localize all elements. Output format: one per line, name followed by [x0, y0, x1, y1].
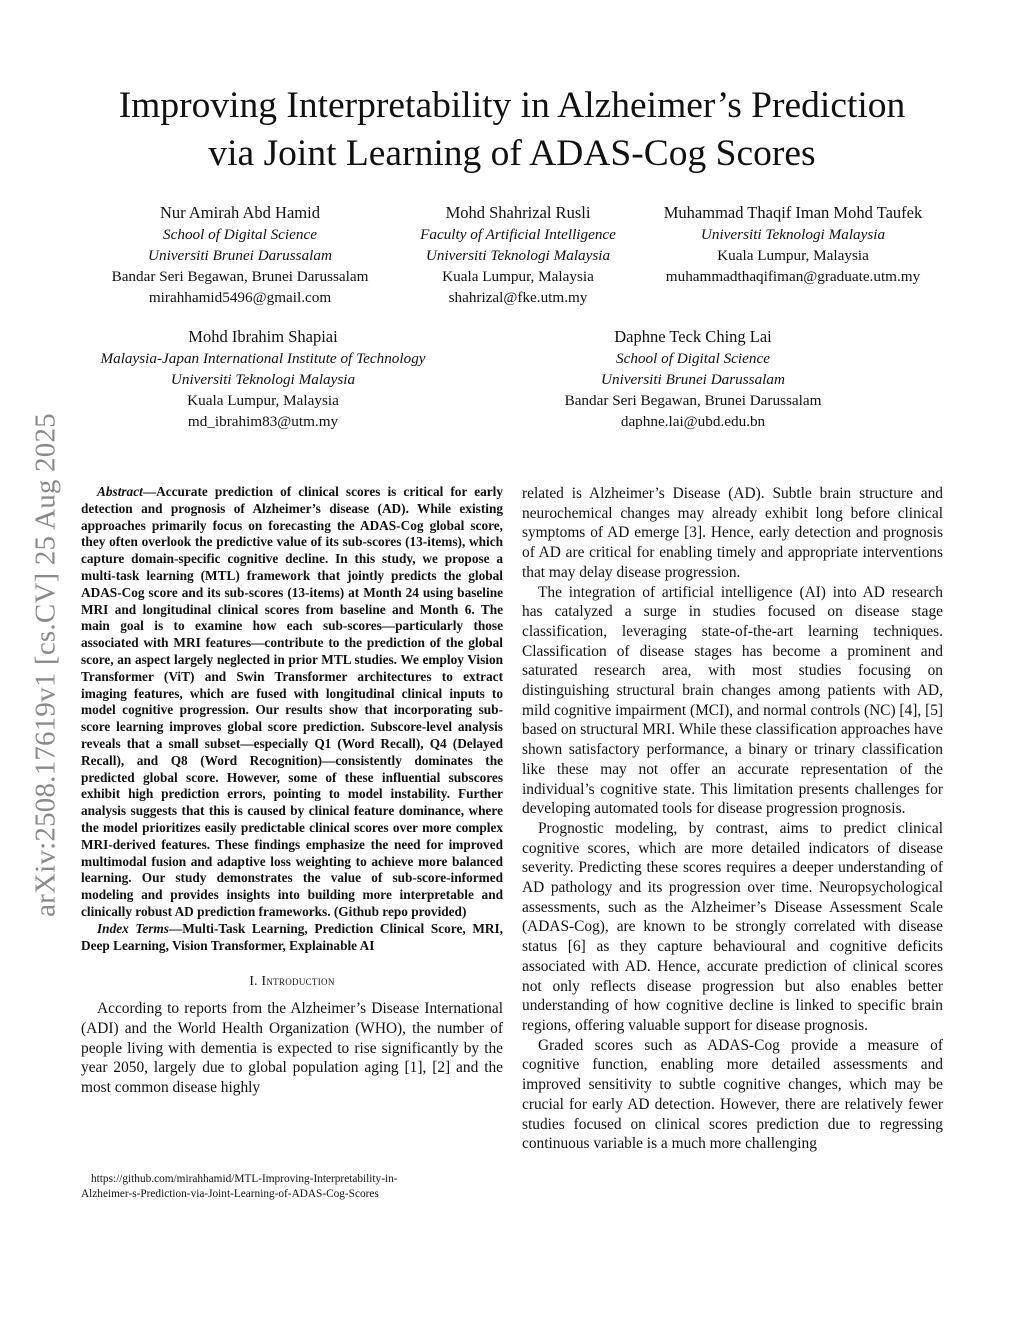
- body-paragraph: Prognostic modeling, by contrast, aims to predict clinical cognitive scores, which are more detailed indicators of disease severity. Predicting these scores requires a deeper understanding of AD pathology and its progression over time. Neuropsychological assessments, such as the Alzheimer’s Disease Assessment Scale (ADAS-Cog), are known to be strongly correlated with disease status [6] as they capture behavioural and cognitive deficits associated with AD. Hence, accurate prediction of clinical scores not only reflects disease progression but also enables better understanding of how cognitive decline is linked to specific brain regions, offering valuable support for disease prognosis.: [522, 819, 943, 1034]
- author-city: Bandar Seri Begawan, Brunei Darussalam: [111, 268, 369, 285]
- author-block: [383, 202, 653, 308]
- abstract-lead: Abstract: [97, 484, 143, 499]
- intro-paragraph: According to reports from the Alzheimer’s Disease International (ADI) and the World Health Organization (WHO), the number of people living with dementia is expected to rise significantly by the year 2050, largely due to global population aging [1], [2] and the most common disease highly: [81, 1000, 503, 1097]
- section-heading: [81, 973, 503, 989]
- author-dept: Faculty of Artificial Intelligence: [420, 226, 616, 243]
- index-terms: [81, 921, 503, 955]
- index-terms-text: —Multi-Task Learning, Prediction Clinical Score, MRI, Deep Learning, Vision Transformer, Explainable AI: [81, 920, 503, 953]
- paper-title: [60, 82, 964, 178]
- title-line-2: via Joint Learning of ADAS-Cog Scores: [208, 133, 816, 174]
- author-email[interactable]: daphne.lai@ubd.edu.bn: [620, 413, 766, 430]
- section-title: Introduction: [261, 973, 335, 989]
- title-line-1: Improving Interpretability in Alzheimer’s Prediction: [118, 85, 906, 126]
- body-paragraph: Graded scores such as ADAS-Cog provide a measure of cognitive function, enabling more detailed assessments and improved sensitivity to subtle cognitive changes, which may be crucial for early AD detection. However, there are relatively fewer studies focused on clinical scores prediction due to regressing continuous variable is a much more challenging: [522, 1036, 943, 1153]
- arxiv-side-identifier: [26, 365, 66, 965]
- author-city: Kuala Lumpur, Malaysia: [187, 392, 339, 409]
- footnote-line-2[interactable]: Alzheimer-s-Prediction-via-Joint-Learning-of-ADAS-Cog-Scores: [81, 1187, 379, 1200]
- author-name: Daphne Teck Ching Lai: [614, 327, 772, 346]
- index-terms-lead: Index Terms: [97, 920, 169, 936]
- author-org: Universiti Brunei Darussalam: [148, 247, 332, 264]
- author-dept: Malaysia-Japan International Institute of Technology: [100, 350, 426, 367]
- left-column: [81, 484, 503, 1098]
- right-column: [522, 484, 943, 1154]
- abstract: [81, 484, 503, 921]
- author-name: Muhammad Thaqif Iman Mohd Taufek: [663, 203, 923, 222]
- author-org: Universiti Teknologi Malaysia: [425, 247, 611, 264]
- author-email[interactable]: md_ibrahim83@utm.my: [187, 413, 339, 430]
- author-city: Kuala Lumpur, Malaysia: [442, 268, 594, 285]
- section-number: I.: [249, 973, 258, 989]
- body-paragraph: The integration of artificial intelligence (AI) into AD research has catalyzed a surge in studies focused on disease stage classification, leveraging state-of-the-art learning techniques. Classification of disease stages has become a prominent and saturated research area, with most studies focusing on distinguishing structural brain changes among patients with AD, mild cognitive impairment (MCI), and normal controls (NC) [4], [5] based on structural MRI. While these classification approaches have shown satisfactory performance, a binary or trinary classification like these may not offer an accurate representation of the individual’s cognitive state. This limitation presents challenges for developing automated tools for disease progression prognosis.: [522, 583, 944, 818]
- arxiv-id-text: arXiv:2508.17619v1 [cs.CV] 25 Aug 2025: [29, 413, 62, 917]
- author-city: Kuala Lumpur, Malaysia: [717, 247, 869, 264]
- author-dept: School of Digital Science: [616, 350, 770, 367]
- author-name: Mohd Shahrizal Rusli: [445, 203, 591, 222]
- footnote: [81, 1172, 511, 1201]
- author-name: Mohd Ibrahim Shapiai: [188, 327, 338, 346]
- author-org: Universiti Brunei Darussalam: [601, 371, 785, 388]
- author-city: Bandar Seri Begawan, Brunei Darussalam: [564, 392, 822, 409]
- author-org: Universiti Teknologi Malaysia: [170, 371, 356, 388]
- author-block: [70, 326, 456, 432]
- abstract-text: —Accurate prediction of clinical scores is critical for early detection and prognosis of Alzheimer’s disease (AD). While existing approaches primarily focus on forecasting the ADAS-Cog global score, they often overlook the predictive value of its sub-scores (13-items), which capture domain-specific cognitive decline. In this study, we propose a multi-task learning (MTL) framework that jointly predicts the global ADAS-Cog score and its sub-scores (13-items) at Month 24 using baseline MRI and longitudinal clinical scores from baseline and Month 6. The main goal is to examine how each sub-scores—particularly those associated with MRI features—contribute to the prediction of the global score, an aspect largely neglected in prior MTL studies. We employ Vision Transformer (ViT) and Swin Transformer architectures to extract imaging features, which are fused with longitudinal clinical inputs to model cognitive progression. Our results show that incorporating sub-score learning improves global score prediction. Subscore-level analysis reveals that a small subset—especially Q1 (Word Recall), Q4 (Delayed Recall), and Q8 (Word Recognition)—consistently dominates the predicted global score. However, some of these influential subscores exhibit high prediction errors, pointing to model instability. Further analysis suggests that this is caused by clinical feature dominance, where the model prioritizes easily predictable clinical scores over more complex MRI-derived features. These findings emphasize the need for improved multimodal fusion and adaptive loss weighting to achieve more balanced learning. Our study demonstrates the value of sub-score-informed modeling and provides insights into building more interpretable and clinically robust AD prediction frameworks. (Github repo provided): [81, 484, 503, 919]
- author-email[interactable]: mirahhamid5496@gmail.com: [148, 289, 332, 306]
- author-block: [90, 202, 390, 308]
- author-dept: School of Digital Science: [163, 226, 317, 243]
- body-paragraph: related is Alzheimer’s Disease (AD). Subtle brain structure and neurochemical changes may already exhibit long before clinical symptoms of AD emerge [3]. Hence, early detection and prognosis of AD are critical for enabling timely and appropriate interventions that may delay disease progression.: [522, 485, 943, 581]
- author-name: Nur Amirah Abd Hamid: [160, 203, 320, 222]
- footnote-line-1[interactable]: https://github.com/mirahhamid/MTL-Improving-Interpretability-in-: [91, 1173, 398, 1185]
- author-org: Universiti Teknologi Malaysia: [700, 226, 886, 243]
- author-email[interactable]: shahrizal@fke.utm.my: [448, 289, 588, 306]
- author-email[interactable]: muhammadthaqifiman@graduate.utm.my: [665, 268, 921, 285]
- author-block: [640, 202, 946, 287]
- author-block: [540, 326, 846, 432]
